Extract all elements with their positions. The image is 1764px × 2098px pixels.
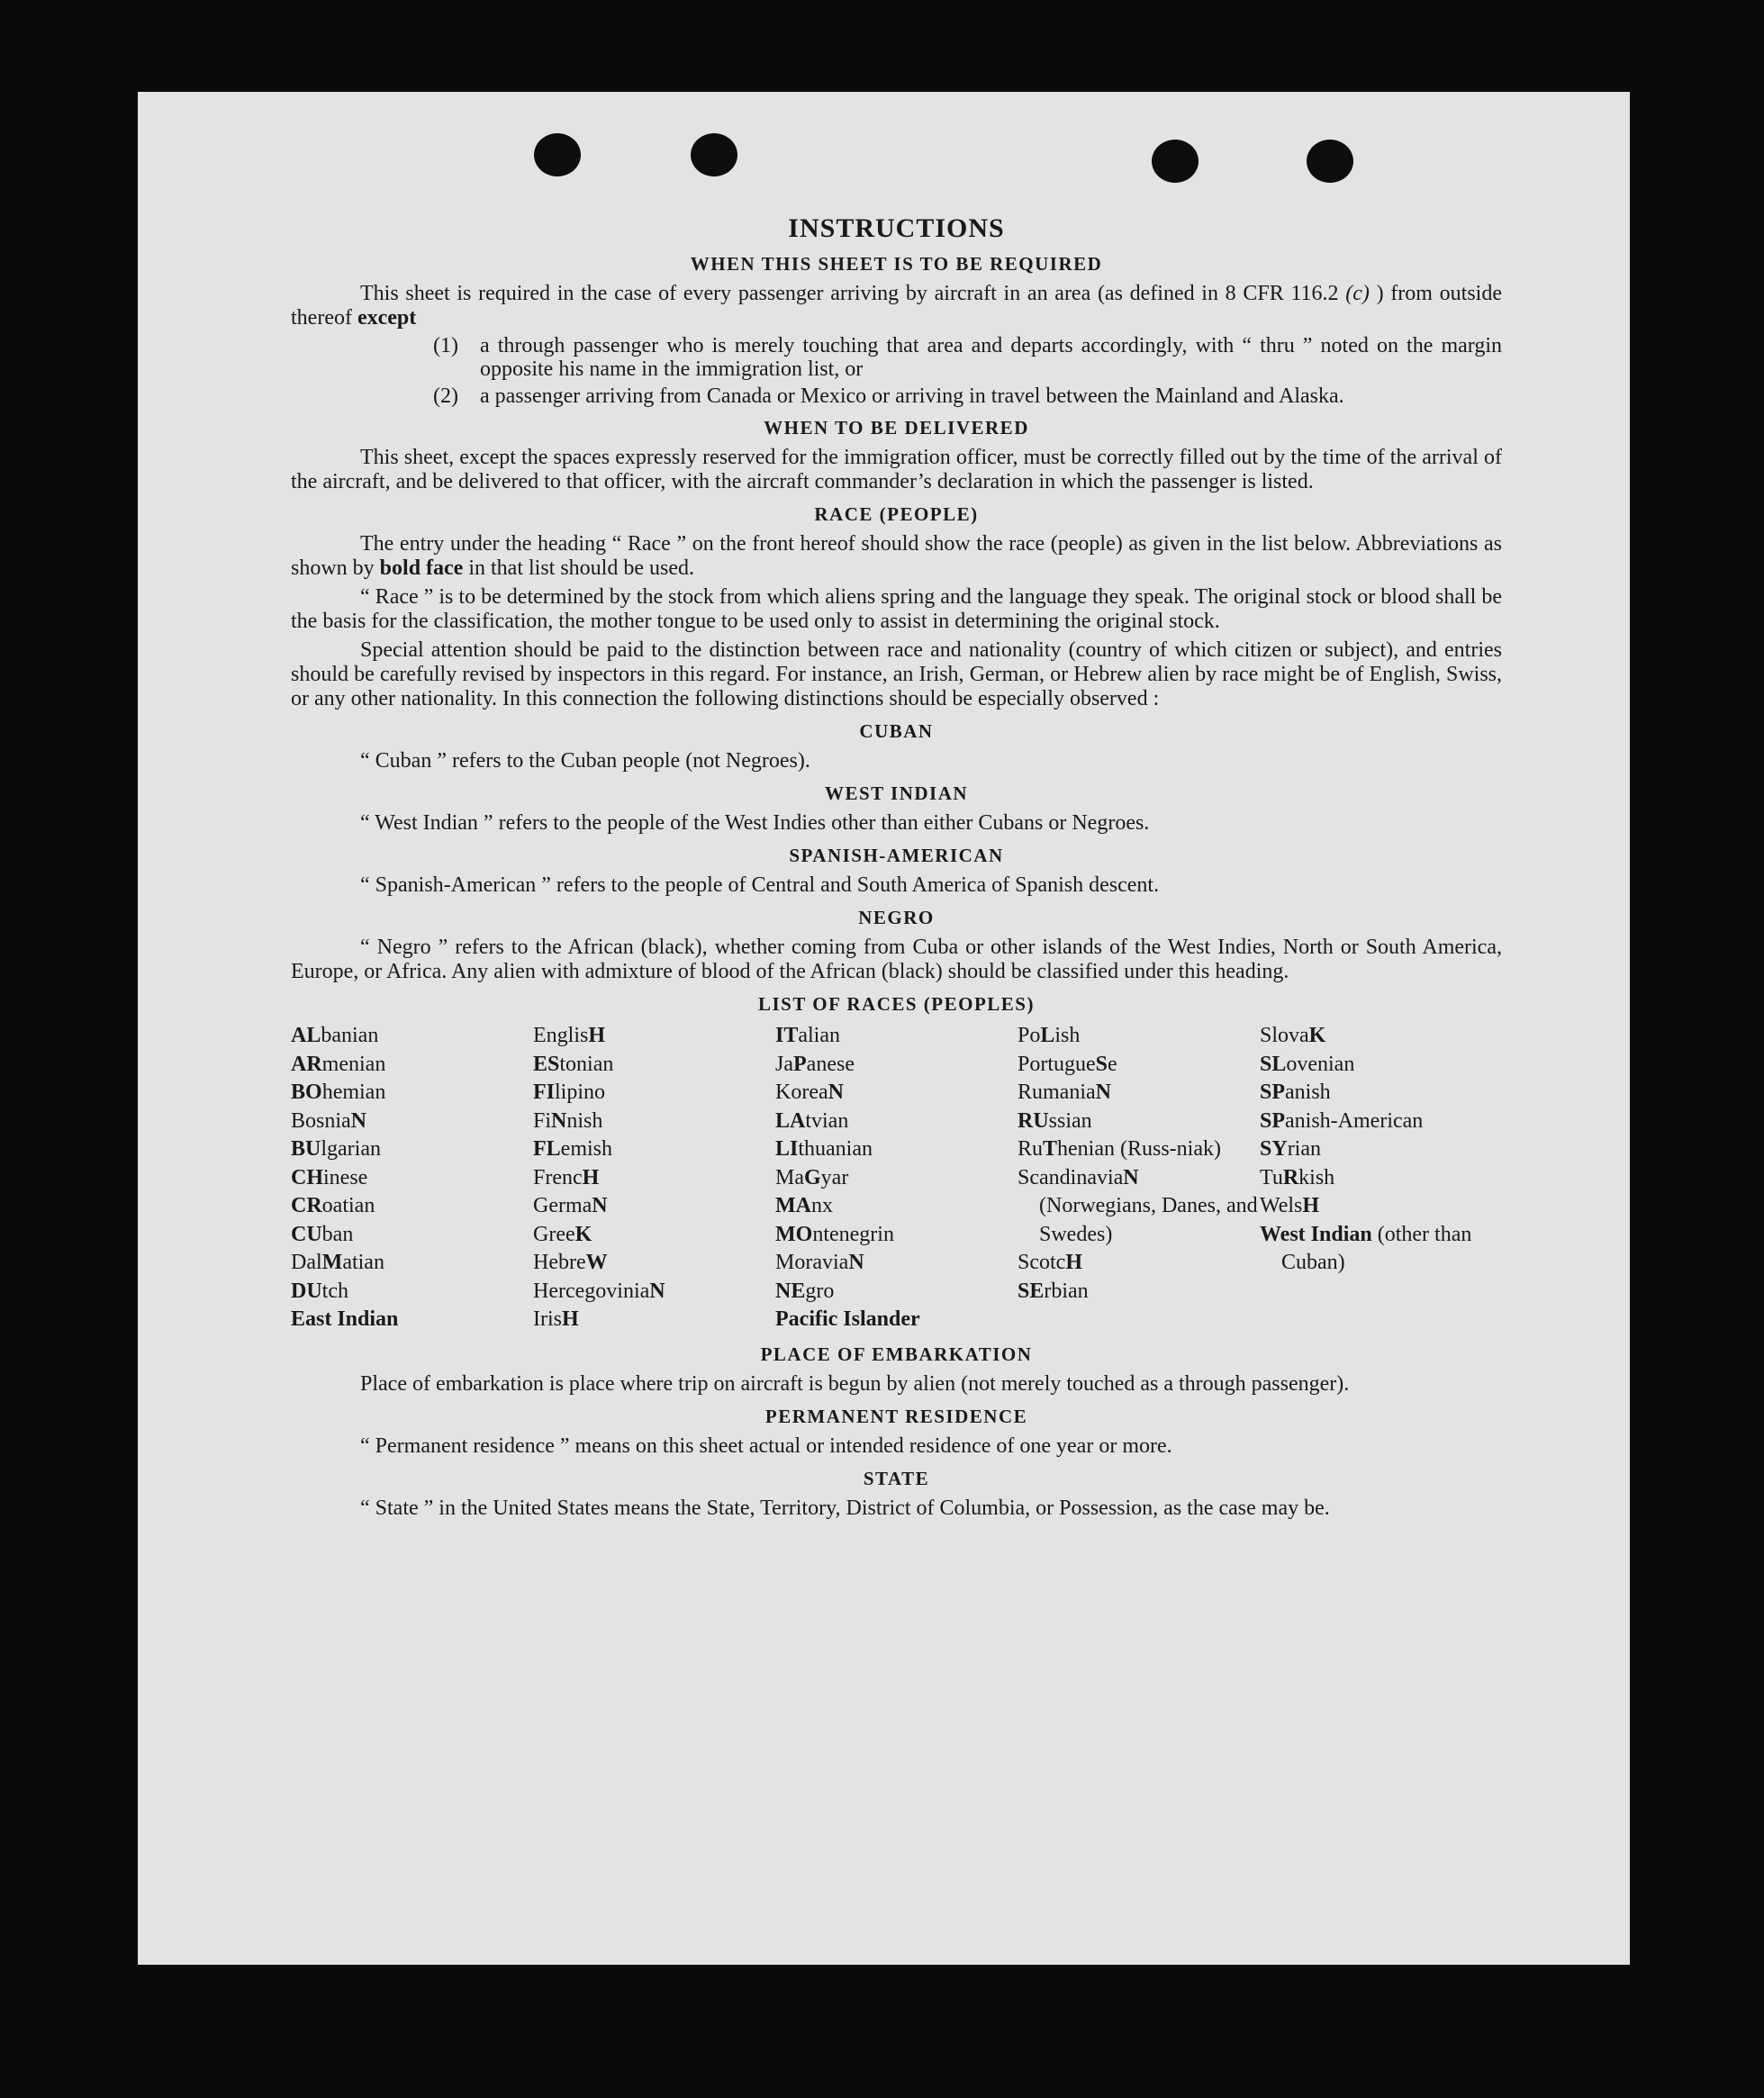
race-entry: MoraviaN	[775, 1251, 864, 1274]
race-entry: SLovenian	[1260, 1052, 1355, 1076]
race-entry: CHinese	[291, 1165, 368, 1189]
section-heading: WHEN TO BE DELIVERED	[764, 417, 1029, 439]
race-entry: BOhemian	[291, 1081, 386, 1104]
section-heading: NEGRO	[858, 907, 935, 928]
race-entry: KoreaN	[775, 1081, 844, 1104]
race-entry: DalMatian	[291, 1251, 384, 1274]
section-heading: WEST INDIAN	[824, 782, 969, 804]
race-entry: HebreW	[533, 1251, 608, 1274]
race-list	[291, 1022, 1502, 1334]
race-column	[291, 1022, 533, 1334]
race-entry: RumaniaN	[1018, 1081, 1111, 1104]
page-title: INSTRUCTIONS	[788, 213, 1005, 243]
race-entry: West Indian (other than Cuban)	[1260, 1222, 1472, 1274]
race-entry: DUtch	[291, 1279, 348, 1303]
race-entry: PoLish	[1018, 1024, 1081, 1047]
section-heading: STATE	[863, 1467, 930, 1489]
race-entry: JaPanese	[775, 1052, 855, 1076]
race-entry: EStonian	[533, 1052, 614, 1076]
race-entry: EnglisH	[533, 1024, 606, 1047]
race-entry: MaGyar	[775, 1165, 849, 1189]
required-intro: This sheet is required in the case of every passenger arriving by aircraft in an area (as defined in 8 CFR 116.2 (c) ) from outside thereof except	[291, 282, 1502, 330]
race-entry: LAtvian	[775, 1108, 849, 1133]
state-text: “ State ” in the United States means the State, Territory, District of Columbia, or Possession, as the case may be.	[360, 1496, 1330, 1520]
race-entry: ALbanian	[291, 1024, 379, 1047]
race-entry: Pacific Islander	[775, 1307, 920, 1331]
punch-hole	[691, 133, 737, 176]
race-entry: MOntenegrin	[775, 1222, 894, 1246]
race-entry: SPanish-American	[1260, 1108, 1424, 1133]
race-entry: SlovaK	[1260, 1024, 1326, 1047]
race-column	[1260, 1022, 1502, 1334]
exception-item: (2) a passenger arriving from Canada or Mexico or arriving in travel between the Mainland and Alaska.	[433, 384, 1344, 408]
race-entry: ScandinaviaN (Norwegians, Danes, and Swedes)	[1018, 1165, 1258, 1246]
residence-text: “ Permanent residence ” means on this sheet actual or intended residence of one year or more.	[360, 1433, 1172, 1458]
spanish-american-text: “ Spanish-American ” refers to the people of Central and South America of Spanish descent.	[360, 873, 1160, 897]
race-entry: PortugueSe	[1018, 1052, 1117, 1076]
race-entry: NEgro	[775, 1279, 835, 1303]
race-entry: SPanish	[1260, 1081, 1331, 1104]
section-heading: SPANISH-AMERICAN	[789, 845, 1004, 866]
race-entry: CRoatian	[291, 1194, 375, 1217]
punch-hole	[1307, 140, 1353, 183]
race-entry: IrisH	[533, 1307, 579, 1331]
race-entry: CUban	[291, 1222, 354, 1246]
race-entry: LIthuanian	[775, 1137, 873, 1161]
race-entry: SErbian	[1018, 1279, 1089, 1303]
section-heading: WHEN THIS SHEET IS TO BE REQUIRED	[690, 253, 1103, 275]
section-heading: PLACE OF EMBARKATION	[760, 1343, 1033, 1365]
race-entry: RUssian	[1018, 1108, 1092, 1133]
race-entry: SYrian	[1260, 1137, 1321, 1161]
race-column	[533, 1022, 775, 1334]
punch-hole	[534, 133, 581, 176]
race-entry: ITalian	[775, 1024, 840, 1047]
race-entry: FrencH	[533, 1165, 600, 1189]
document-sheet	[138, 92, 1630, 1965]
section-heading: LIST OF RACES (PEOPLES)	[758, 993, 1035, 1015]
delivered-text: This sheet, except the spaces expressly reserved for the immigration officer, must be correctly filled out by the time of the arrival of the aircraft, and be delivered to that officer, with the aircraft commander’s declaration in which the passenger is listed.	[291, 446, 1502, 493]
exception-item: (1) a through passenger who is merely touching that area and departs accordingly, with “ thru ” noted on the margin opposite his name in the immigration list, or	[433, 334, 1502, 381]
race-entry: BosniaN	[291, 1108, 367, 1133]
race-entry: RuThenian (Russ-niak)	[1018, 1137, 1221, 1161]
section-heading: RACE (PEOPLE)	[814, 503, 979, 525]
race-paragraph: Special attention should be paid to the distinction between race and nationality (country of which citizen or subject), and entries should be carefully revised by inspectors in this regard. For instance, an Irish, German, or Hebrew alien by race might be of English, Swiss, or any other nationality. In this connection the following distinctions should be especially observed :	[291, 638, 1502, 710]
negro-text: “ Negro ” refers to the African (black), whether coming from Cuba or other islands of the West Indies, North or South America, Europe, or Africa. Any alien with admixture of blood of the African (black) should be classified under this heading.	[291, 936, 1502, 983]
instructions-content	[291, 213, 1502, 1521]
race-entry: HercegoviniaN	[533, 1279, 665, 1303]
race-paragraph: The entry under the heading “ Race ” on the front hereof should show the race (people) as given in the list below. Abbreviations as shown by bold face in that list should be used.	[291, 532, 1502, 580]
race-entry: East Indian	[291, 1307, 399, 1331]
race-entry: FIlipino	[533, 1081, 606, 1104]
race-paragraph: “ Race ” is to be determined by the stock from which aliens spring and the language they speak. The original stock or blood shall be the basis for the classification, the mother tongue to be used only to assist in determining the original stock.	[291, 585, 1502, 633]
section-heading: CUBAN	[859, 720, 934, 742]
embarkation-text: Place of embarkation is place where trip on aircraft is begun by alien (not merely touched as a through passenger).	[360, 1371, 1350, 1396]
race-entry: WelsH	[1260, 1194, 1320, 1217]
race-entry: MAnx	[775, 1194, 833, 1217]
race-entry: FiNnish	[533, 1108, 603, 1133]
race-entry: GermaN	[533, 1194, 608, 1217]
race-entry: FLemish	[533, 1137, 612, 1161]
cuban-text: “ Cuban ” refers to the Cuban people (not Negroes).	[360, 749, 810, 773]
race-entry: BUlgarian	[291, 1137, 381, 1161]
punch-hole	[1152, 140, 1199, 183]
race-column	[775, 1022, 1018, 1334]
race-column	[1018, 1022, 1260, 1334]
section-heading: PERMANENT RESIDENCE	[764, 1405, 1028, 1427]
race-entry: ScotcH	[1018, 1251, 1082, 1274]
race-entry: ARmenian	[291, 1052, 386, 1076]
west-indian-text: “ West Indian ” refers to the people of the West Indies other than either Cubans or Negroes.	[360, 811, 1150, 835]
race-entry: GreeK	[533, 1222, 593, 1246]
race-entry: TuRkish	[1260, 1165, 1335, 1189]
